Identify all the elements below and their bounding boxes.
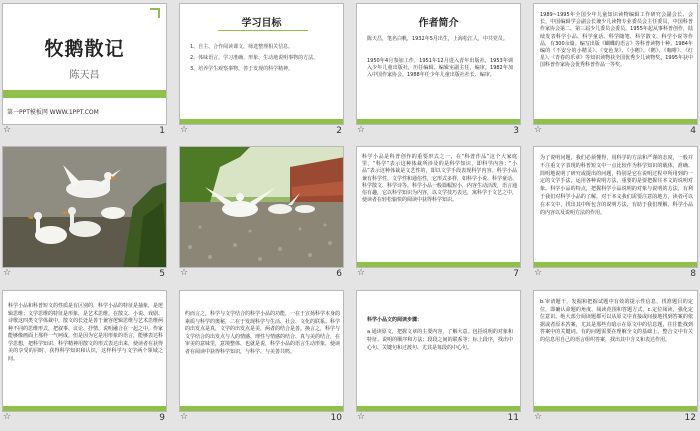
science-essay-intro: 科学小品是科普创作的重要形式之一，在“科普作品”这个大家庭里，“科学”表示这种体裁所涉及的是科学知识，即科学内容；“小品”表示这种体裁是文艺性的，即以文学手段表现科学内容。科学小品兼有科学性、文学性和通俗性，它形式多样，如科学小说、科学童话、科学散文、科学诗等。科学小品一般篇幅短小，内容生动活泼，语言通俗有趣，它以科学知识为内容，以文学技巧表达，寓科学于文艺之中，使读者在轻松愉快的阅读中获得科学知识。 <box>362 154 518 204</box>
slide-1-title: 牧鹅散记 <box>44 38 125 60</box>
slide-thumbnail-4[interactable] <box>531 0 699 136</box>
explanation-text: 为了说明问题，我们必须懂得，用科学的方法和严谨的态度，一般并不注重文字表现的科普短文中一点比较作为科学知识的载体，准确、简明地说明了研究或提出的问题，特别是它在说明过程中所用到的一定的文学手法，运用各种说明方法，重要的是要把握住本文的说明对象。科学小品的特点，把握科学小品说明的对象与说明的方法，有利于我们对科学小品的了解，对于本文我们需要注意的地方，读者可以在本文中，找出其中所包含的说明方法，有助于我们理解，科学小品的内容以及说明方法的作用。 <box>540 155 693 216</box>
transition-star-icon: ☆ <box>357 125 366 135</box>
slide-number: 3 <box>513 126 519 136</box>
slide-thumbnail-2[interactable] <box>177 0 345 136</box>
science-literature-text: 约而言之，科学与文学结合的科学小品的功能，一在于宣扬科学本身的素质与科学的奥秘，二在于发现科学与生活、社会、文化的联系。科学的出发点是真，文学的出发点是美，两者的结合是善。换言之，科学与文学结合的出发点与人的情感、理性与情感的结合、真与美的结合，在审美的意味里，意境整体、也就是说，科学小品的语言生动形象，使读者在阅读中获得科学知识，与科学、与美善共鸣。 <box>185 311 341 355</box>
slide-thumbnail-10[interactable] <box>177 287 345 423</box>
slide-8-canvas <box>533 146 698 268</box>
slide-3-canvas <box>356 3 521 125</box>
goals-list <box>190 42 340 75</box>
transition-star-icon: ☆ <box>3 412 12 422</box>
author-bio-p1: 陈天昌，笔名白帆，1932年5月出生，上海松江人，中共党员。 <box>367 36 508 42</box>
transition-star-icon: ☆ <box>534 268 543 278</box>
slide-2-canvas <box>179 3 344 125</box>
transition-star-icon: ☆ <box>357 268 366 278</box>
slide-number: 2 <box>336 126 342 136</box>
goal-item: 3、培养学生观察事物，善于发现的科学精神。 <box>190 66 294 72</box>
slide-thumbnail-6[interactable] <box>177 143 345 279</box>
reading-steps-text: a.通读原文，把握文章的主要内容，了解大意。包括说明的对象和特征、说明的顺序和方法；段段之间的联系等；标上段序，找出中心句、关键句和过渡句、尤其是每段的中心句。 <box>367 329 513 351</box>
slide-6-canvas <box>179 146 344 268</box>
reading-steps-heading: 科学小品文的阅读步骤： <box>367 317 423 323</box>
slide-10-canvas <box>179 290 344 412</box>
transition-star-icon: ☆ <box>180 125 189 135</box>
transition-star-icon: ☆ <box>180 412 189 422</box>
slide-number: 11 <box>507 413 519 423</box>
slide-number: 8 <box>690 269 696 279</box>
goal-item: 2、体味语言，学习准确、形象、生动地说明事物的方法。 <box>190 55 319 61</box>
green-bar <box>534 262 697 267</box>
green-bar <box>180 406 343 411</box>
green-bar <box>534 119 697 124</box>
corner-decoration <box>150 8 160 18</box>
slide-thumbnail-12[interactable] <box>531 287 699 423</box>
transition-star-icon: ☆ <box>3 125 12 135</box>
slide-number: 9 <box>159 413 165 423</box>
answering-tips-text: b.审清题干，发掘和把握试题中有效的提示性信息，找准题目的定位，即确认命题的角度、阅读范围和答题方式。c.定位阅读，强化定位意识。绝大部分阅读题都可以从原文中直接或间接地找到答案的依据或者原本答案，尤其是那些有暗示在原文中的信息题，往往能找到答案中的关键词。有的问题需要在理解全文的基础上，整合文中有关的信息用自己的语言组织答案，找出其中含义和表达作用。 <box>540 299 693 343</box>
slide-number: 1 <box>159 126 165 136</box>
slide-2-title: 学习目标 <box>241 18 282 29</box>
green-bar <box>534 406 697 411</box>
geese-walking-photo <box>180 147 344 268</box>
slide-4-canvas <box>533 3 698 125</box>
slide-11-canvas <box>356 290 521 412</box>
author-bio-p2: 1950年4月参加工作，1951年12月进入青年出版社，1953年调入少年儿童出版社，历任编辑、编辑室副主任、编审。1982年加入中国作家协会。1988年任少年儿童出版社社长、编审。 <box>367 58 513 79</box>
slide-thumbnail-8[interactable] <box>531 143 699 279</box>
slide-1-canvas <box>2 3 167 125</box>
green-bar <box>357 119 520 124</box>
green-bar <box>357 262 520 267</box>
essay-thinking-text: 科学小品和科普短文的性质是有区别的，科学小品的特征是抽象，是逻辑思维；文学思维的特征是形象，是艺术思维。在散文、小说、戏剧、诗歌这四类文学体裁中，散文的长处是善于兼容逻辑思维与艺术思维两种不同的思维形式，把叙事、议论、抒情、说明融合在一起之中，作家能够像画面上那样一气呵成。但是因为它是用形象的语言，能够表达科学思想，把科学知识、科学精神用散文的形式表达出来，使读者在获得美的享受的同时，获得科学知识和认识，这样科学与文学两个领域之间。 <box>8 303 164 362</box>
slide-12-canvas <box>533 290 698 412</box>
slide-thumbnail-5[interactable] <box>0 143 168 279</box>
slide-1-footer: 第一PPT模板网 WWW.1PPT.COM <box>7 109 99 116</box>
slide-3-title: 作者简介 <box>418 18 459 29</box>
transition-star-icon: ☆ <box>180 268 189 278</box>
goal-item: 1、自主、合作阅读课文，筛选整理相关信息。 <box>190 44 294 50</box>
transition-star-icon: ☆ <box>534 412 543 422</box>
slide-number: 5 <box>159 269 165 279</box>
slide-thumbnail-1[interactable] <box>0 0 168 136</box>
slide-5-canvas <box>2 146 167 268</box>
slide-thumbnail-3[interactable] <box>354 0 522 136</box>
slide-7-canvas <box>356 146 521 268</box>
slide-number: 6 <box>336 269 342 279</box>
green-band <box>3 90 166 98</box>
slide-number: 10 <box>330 413 342 423</box>
transition-star-icon: ☆ <box>357 412 366 422</box>
slide-thumbnail-9[interactable] <box>0 287 168 423</box>
green-bar <box>357 406 520 411</box>
slide-number: 7 <box>513 269 519 279</box>
slide-thumbnail-11[interactable] <box>354 287 522 423</box>
slide-1-author: 陈天昌 <box>69 70 100 81</box>
geese-photo <box>3 147 167 268</box>
author-bio-continued: 1989~1995年全国少年儿童知识读物编辑工作研究会副会长、会长，中国编辑学会副会长兼少儿读物专业委员会主任委员，中国科普作家协会第二、第三届少儿委员会委员。1955年起从事科普创作，陆续发表科学小品、科学童话、科学随笔、科学散文、科学小说等作品，有300余篇。编写出版《蝴蝶的语言》等科普读物十种。1984年编的《不安分的小精灵》、《变色龙》、《小鹅》、《鹅》、《咖啡》、《红星》、《青春的乐章》等知识读物获全国优秀少儿读物奖。1995年获中国科普作家协会优秀科普作品一等奖。 <box>540 12 693 69</box>
slide-thumbnail-7[interactable] <box>354 143 522 279</box>
slide-number: 12 <box>684 413 696 423</box>
green-bar <box>3 406 166 411</box>
transition-star-icon: ☆ <box>3 268 12 278</box>
transition-star-icon: ☆ <box>534 125 543 135</box>
title-underline <box>218 30 308 31</box>
slide-9-canvas <box>2 290 167 412</box>
green-bar <box>180 119 343 124</box>
slide-number: 4 <box>690 126 696 136</box>
